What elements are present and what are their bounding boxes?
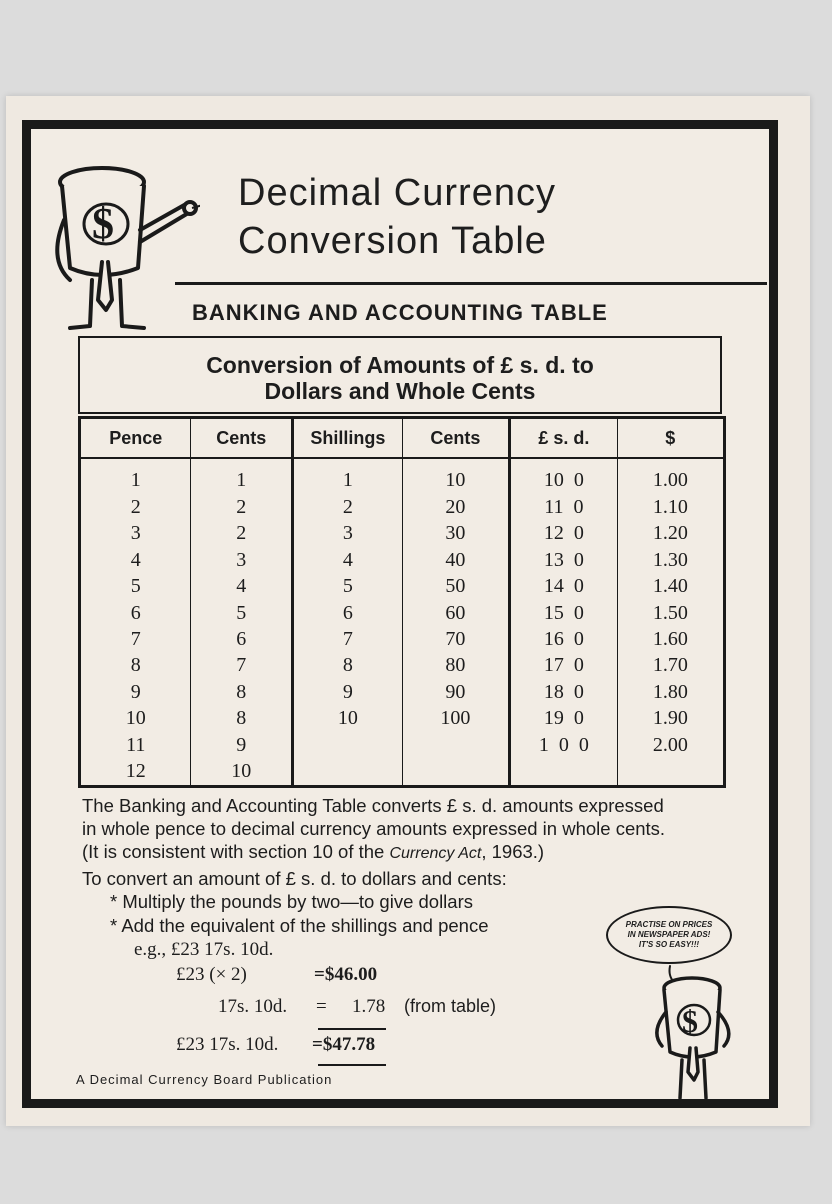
cell-shillings: 6 (293, 600, 403, 626)
cell-pence: 3 (80, 520, 191, 546)
sum-rule (318, 1028, 386, 1030)
svg-text:$: $ (92, 199, 114, 248)
cell-pence: 7 (80, 626, 191, 652)
note-line-4: To convert an amount of £ s. d. to dollars and cents: (82, 868, 507, 889)
cell-cents-pence: 10 (191, 758, 293, 786)
cell-pence: 4 (80, 547, 191, 573)
cell-cents-shillings: 10 (402, 458, 509, 494)
cell-cents-shillings: 40 (402, 547, 509, 573)
conversion-heading-box (78, 336, 722, 414)
bubble-line-1: PRACTISE ON PRICES (625, 920, 713, 929)
cell-shillings: 10 (293, 705, 403, 731)
cell-cents-shillings: 90 (402, 679, 509, 705)
cell-cents-shillings: 100 (402, 705, 509, 731)
cell-cents-pence: 8 (191, 679, 293, 705)
table-row (80, 458, 725, 494)
cell-cents-shillings: 20 (402, 494, 509, 520)
note-line-1: The Banking and Accounting Table converts £ s. d. amounts expressed (82, 795, 664, 816)
cell-shillings: 4 (293, 547, 403, 573)
cell-shillings: 3 (293, 520, 403, 546)
title-line-1: Decimal Currency (238, 172, 556, 214)
example-row2-left: 17s. 10d. (218, 996, 288, 1017)
table-row (80, 600, 725, 626)
cell-dollars: 1.60 (617, 626, 724, 652)
example-row2-equals: = (316, 996, 327, 1017)
table-row (80, 679, 725, 705)
cell-shillings: 5 (293, 573, 403, 599)
cell-cents-pence: 7 (191, 652, 293, 678)
cell-dollars: 1.30 (617, 547, 724, 573)
note-line-3 (82, 840, 665, 865)
cell-shillings: 2 (293, 494, 403, 520)
cell-cents-shillings: 80 (402, 652, 509, 678)
cell-lsd: 14 0 (510, 573, 617, 599)
cell-lsd: 18 0 (510, 679, 617, 705)
table-row (80, 732, 725, 758)
example-row3-right: =$47.78 (312, 1034, 376, 1055)
example-row3-left: £23 17s. 10d. (176, 1034, 279, 1055)
speech-bubble (606, 906, 732, 964)
cell-lsd: 12 0 (510, 520, 617, 546)
table-row (80, 758, 725, 786)
note-line-3-text: (It is consistent with section 10 of the (82, 841, 390, 862)
cell-lsd: 1 0 0 (510, 732, 617, 758)
total-rule (318, 1064, 386, 1066)
cell-cents-pence: 1 (191, 458, 293, 494)
cell-cents-shillings: 70 (402, 626, 509, 652)
cell-pence: 11 (80, 732, 191, 758)
header-cents-pence: Cents (191, 418, 293, 459)
header-dollars: $ (617, 418, 724, 459)
title-line-2: Conversion Table (238, 220, 547, 262)
cell-cents-shillings: 50 (402, 573, 509, 599)
cell-cents-pence: 4 (191, 573, 293, 599)
cell-pence: 5 (80, 573, 191, 599)
bullet-multiply: * Multiply the pounds by two—to give dollars (110, 891, 473, 912)
currency-act-name: Currency Act (389, 845, 482, 862)
subtitle: BANKING AND ACCOUNTING TABLE (192, 300, 608, 325)
cell-lsd: 16 0 (510, 626, 617, 652)
cell-cents-pence: 5 (191, 600, 293, 626)
cell-cents-pence: 8 (191, 705, 293, 731)
cell-dollars: 1.20 (617, 520, 724, 546)
cell-dollars: 1.50 (617, 600, 724, 626)
cell-cents-shillings (402, 732, 509, 758)
example-row1-right: =$46.00 (314, 964, 378, 985)
cell-lsd (510, 758, 617, 786)
cell-shillings (293, 758, 403, 786)
table-row (80, 705, 725, 731)
header-cents-shillings: Cents (402, 418, 509, 459)
table-row (80, 573, 725, 599)
conversion-table (78, 416, 726, 788)
note-line-3-year: , 1963.) (481, 841, 545, 862)
table-row (80, 520, 725, 546)
cell-pence: 1 (80, 458, 191, 494)
cell-pence: 9 (80, 679, 191, 705)
example-heading: e.g., £23 17s. 10d. (134, 939, 274, 960)
cell-lsd: 11 0 (510, 494, 617, 520)
cell-cents-pence: 2 (191, 494, 293, 520)
table-row (80, 547, 725, 573)
cell-cents-pence: 2 (191, 520, 293, 546)
cell-shillings: 9 (293, 679, 403, 705)
table-row (80, 494, 725, 520)
cell-cents-shillings: 30 (402, 520, 509, 546)
bullet-add: * Add the equivalent of the shillings and pence (110, 915, 489, 936)
cell-lsd: 13 0 (510, 547, 617, 573)
table-row (80, 626, 725, 652)
example-row2-note: (from table) (404, 996, 497, 1016)
cell-dollars: 1.40 (617, 573, 724, 599)
svg-text:$: $ (682, 1003, 698, 1039)
note-line-2: in whole pence to decimal currency amounts expressed in whole cents. (82, 818, 666, 839)
cell-dollars: 1.00 (617, 458, 724, 494)
dollar-mascot-pointing-icon (40, 150, 200, 340)
dollar-mascot-speaking-icon (640, 962, 750, 1102)
cell-cents-pence: 9 (191, 732, 293, 758)
cell-lsd: 10 0 (510, 458, 617, 494)
cell-cents-pence: 3 (191, 547, 293, 573)
cell-pence: 8 (80, 652, 191, 678)
cell-dollars: 1.90 (617, 705, 724, 731)
table-row (80, 652, 725, 678)
cell-dollars (617, 758, 724, 786)
cell-dollars: 1.10 (617, 494, 724, 520)
cell-dollars: 1.80 (617, 679, 724, 705)
cell-pence: 6 (80, 600, 191, 626)
cell-dollars: 2.00 (617, 732, 724, 758)
cell-shillings: 7 (293, 626, 403, 652)
cell-cents-pence: 6 (191, 626, 293, 652)
cell-lsd: 17 0 (510, 652, 617, 678)
cell-cents-shillings: 60 (402, 600, 509, 626)
publisher-footer: A Decimal Currency Board Publication (76, 1072, 333, 1087)
explanation-notes (82, 794, 665, 890)
cell-pence: 12 (80, 758, 191, 786)
title-divider (175, 282, 767, 285)
cell-shillings: 1 (293, 458, 403, 494)
bubble-line-2: IN NEWSPAPER ADS! (627, 930, 711, 939)
example-row2-right: 1.78 (352, 996, 386, 1017)
cell-lsd: 15 0 (510, 600, 617, 626)
cell-shillings: 8 (293, 652, 403, 678)
header-lsd: £ s. d. (510, 418, 617, 459)
cell-pence: 10 (80, 705, 191, 731)
cell-dollars: 1.70 (617, 652, 724, 678)
instruction-bullets (110, 890, 489, 962)
conversion-heading-line-2: Dollars and Whole Cents (264, 378, 536, 404)
example-row1-left: £23 (× 2) (176, 964, 247, 985)
bubble-line-3: IT'S SO EASY!!! (638, 940, 700, 949)
table-header-row (80, 418, 725, 459)
cell-cents-shillings (402, 758, 509, 786)
header-pence: Pence (80, 418, 191, 459)
cell-lsd: 19 0 (510, 705, 617, 731)
header-shillings: Shillings (293, 418, 403, 459)
conversion-heading-line-1: Conversion of Amounts of £ s. d. to (206, 352, 594, 378)
cell-shillings (293, 732, 403, 758)
cell-pence: 2 (80, 494, 191, 520)
